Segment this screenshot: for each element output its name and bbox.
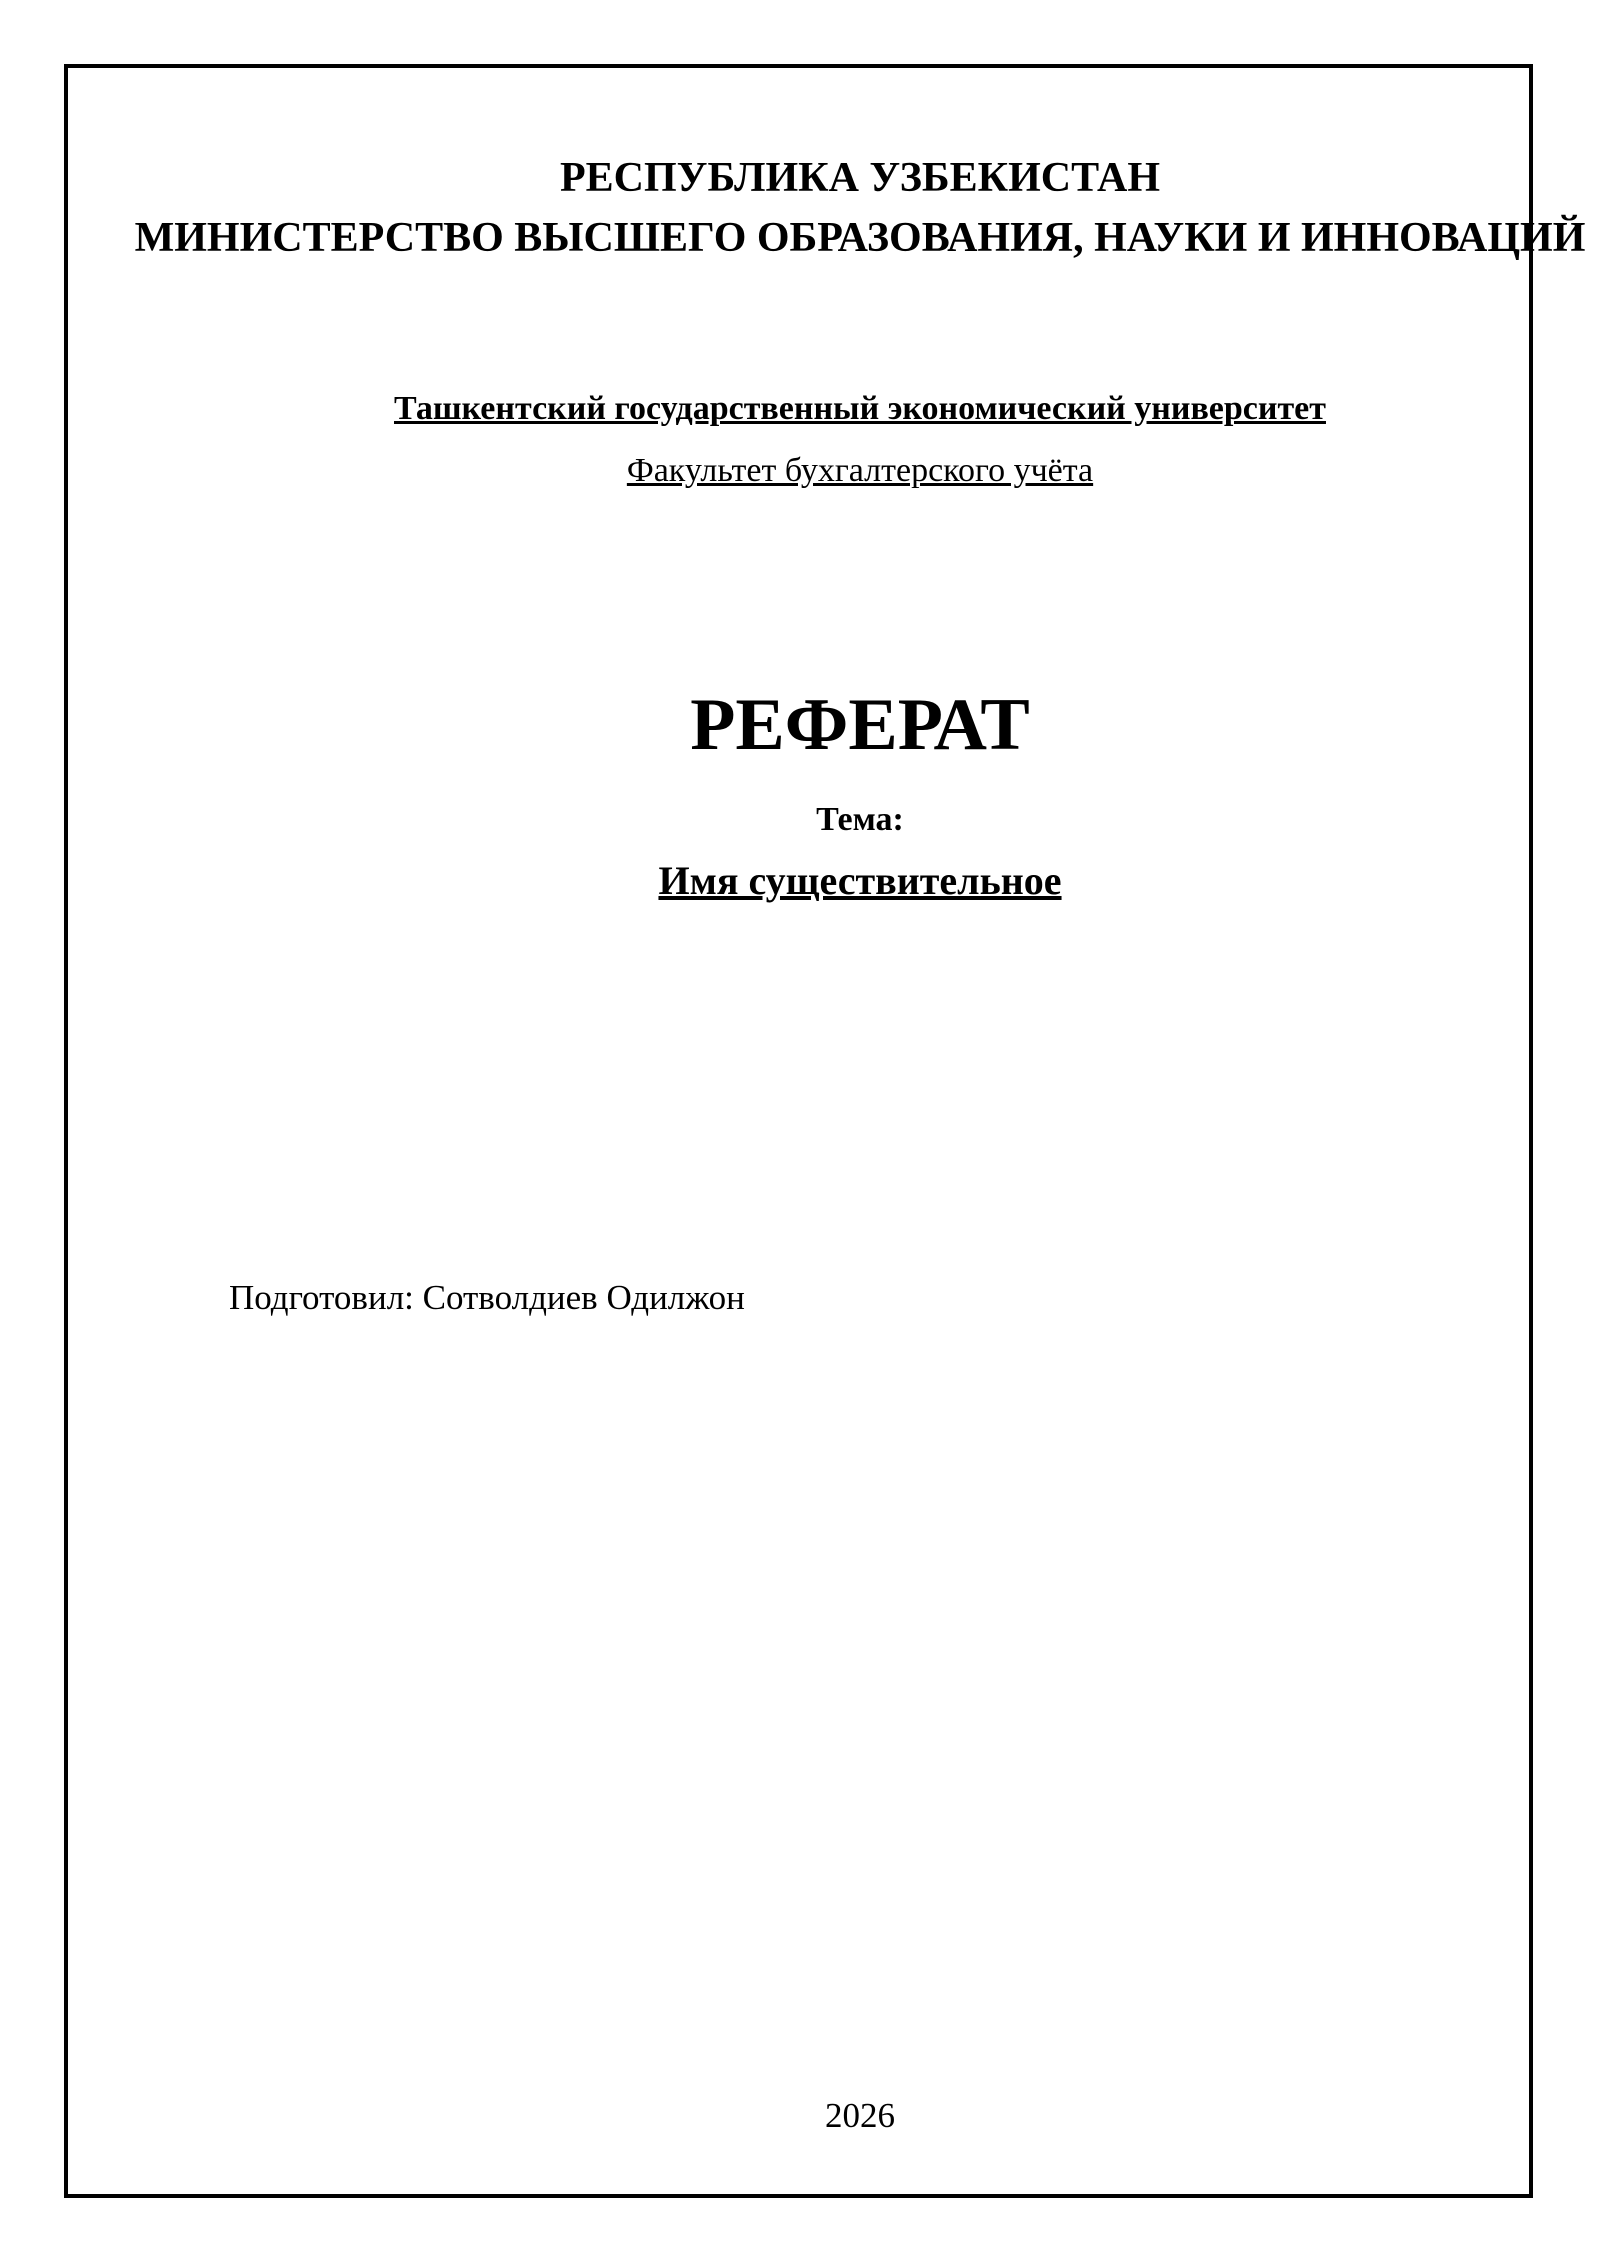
document-type-title: РЕФЕРАТ [690,684,1030,766]
topic-title: Имя существительное [658,858,1062,903]
page-border [64,64,1533,2198]
author-line: Подготовил: Сотволдиев Одилжон [229,1278,745,1317]
topic-label: Тема: [816,801,904,838]
university-name: Ташкентский государственный экономический университет [394,390,1326,427]
republic-heading: РЕСПУБЛИКА УЗБЕКИСТАН [559,155,1161,201]
ministry-heading: МИНИСТЕРСТВО ВЫСШЕГО ОБРАЗОВАНИЯ, НАУКИ И ИННОВАЦИЙ [134,215,1586,261]
faculty-name: Факультет бухгалтерского учёта [626,452,1094,489]
year: 2026 [825,2096,895,2135]
